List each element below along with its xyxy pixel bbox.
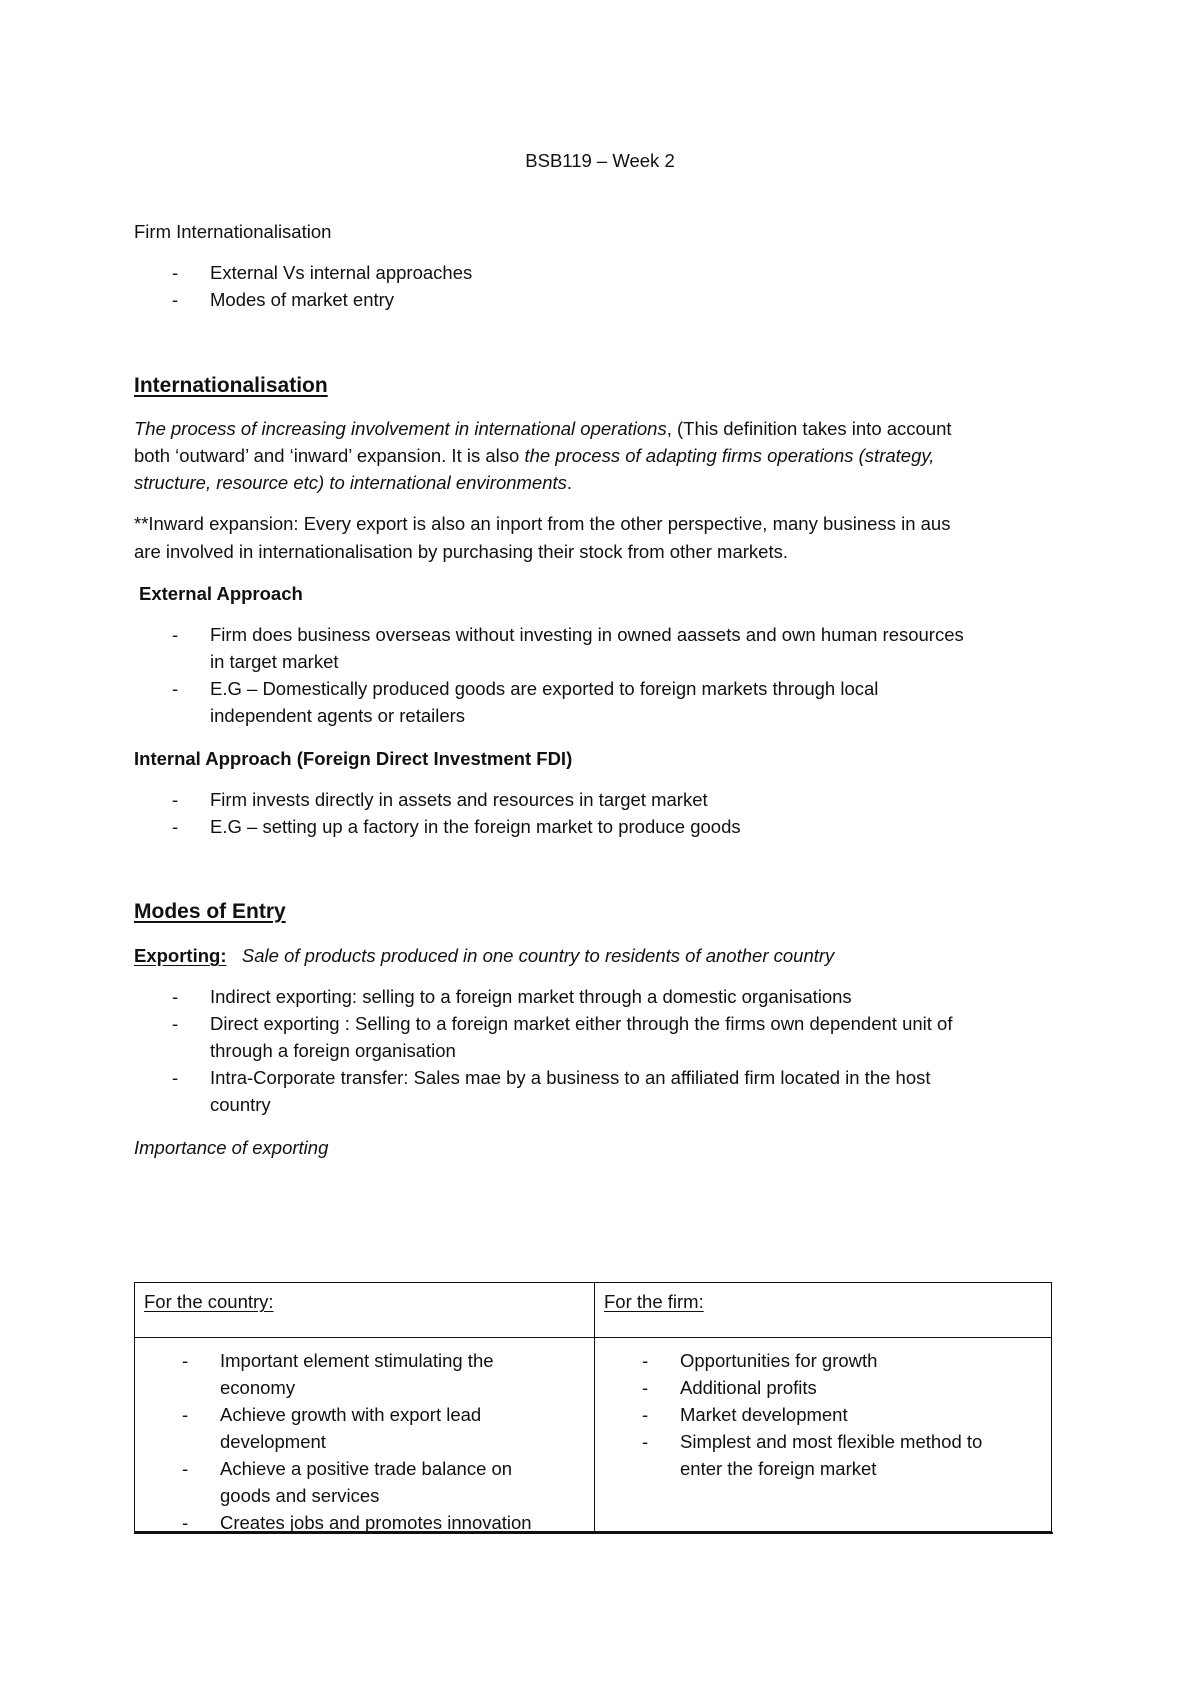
- intro-heading: Firm Internationalisation: [134, 221, 332, 242]
- table-header-country: For the country:: [144, 1291, 274, 1312]
- table-cell-firm-list: [642, 1347, 982, 1482]
- section-heading-internationalisation: Internationalisation: [134, 374, 328, 397]
- table-header-firm: For the firm:: [604, 1291, 704, 1312]
- inward-expansion-line: **Inward expansion: Every export is also an inport from the other perspective, many business in aus: [134, 513, 951, 534]
- importance-of-exporting-heading: Importance of exporting: [134, 1137, 329, 1158]
- list-item: - Important element stimulating the economy: [182, 1350, 494, 1398]
- list-item: - Creates jobs and promotes innovation: [182, 1512, 532, 1533]
- definition-line: The process of increasing involvement in international operations, (This definition takes into account: [134, 418, 952, 439]
- list-item: - Achieve a positive trade balance on goods and services: [182, 1458, 513, 1506]
- table-row-divider: [135, 1337, 1051, 1338]
- document-title: BSB119 – Week 2: [525, 150, 675, 171]
- definition-line: structure, resource etc) to international environments.: [134, 472, 573, 493]
- importance-table: [134, 1282, 1052, 1532]
- table-column-divider: [594, 1283, 595, 1531]
- external-approach-heading: External Approach: [139, 583, 303, 604]
- list-item: - Additional profits: [642, 1377, 817, 1398]
- document-page: BSB119 – Week 2 Firm Internationalisation - External Vs internal approaches - Modes of market entry Internationalisation The process of increasing involvement in international operations, (This definition takes into account both ‘outward’ and ‘inward’ expansion. It is also the process of adapting firms operations (strategy, structure, resource etc) to international environments. **Inward expansion: Every export is also an inport from the other perspective, many business in aus are involved in internationalisation by purchasing their stock from other markets. External Approach - Firm does business overseas without investing in owned aassets and own human resources in target market - E.G – Domestically produced goods are exported to foreign markets through local independent agents or retailers Internal Approach (Foreign Direct Investment FDI) - Firm invests directly in assets and resources in target market - E.G – setting up a factory in the foreign market to produce goods Modes of Entry Exporting: Sale of products produced in one country to residents of another country - Indirect exporting: selling to a foreign market through a domestic organisations - Direct exporting : Selling to a foreign market either through the firms own dependent unit of through a foreign organisation - Intra-Corporate transfer: Sales mae by a business to an affiliated firm located in the host country Importance of exporting For the country: For the firm: - Important element stimulating the economy - Achieve growth with export lead development - Achieve a positive trade balance on goods and services - Creates jobs and promotes innovation - Opportunities for growth - Additional profits - Market development - Simplest and most flexible method to enter the foreign market: [0, 0, 1200, 1698]
- list-item: - Achieve growth with export lead development: [182, 1404, 482, 1452]
- list-item: - Opportunities for growth: [642, 1350, 878, 1371]
- inward-expansion-line: are involved in internationalisation by purchasing their stock from other markets.: [134, 541, 788, 562]
- table-cell-country-list: [182, 1347, 532, 1536]
- list-item: - Market development: [642, 1404, 848, 1425]
- exporting-definition: Exporting: Sale of products produced in one country to residents of another country: [134, 945, 835, 966]
- list-item: - Simplest and most flexible method to enter the foreign market: [642, 1431, 983, 1479]
- definition-line: both ‘outward’ and ‘inward’ expansion. It is also the process of adapting firms operations (strategy,: [134, 445, 935, 466]
- section-heading-modes-of-entry: Modes of Entry: [134, 900, 286, 923]
- internal-approach-heading: Internal Approach (Foreign Direct Investment FDI): [134, 748, 573, 769]
